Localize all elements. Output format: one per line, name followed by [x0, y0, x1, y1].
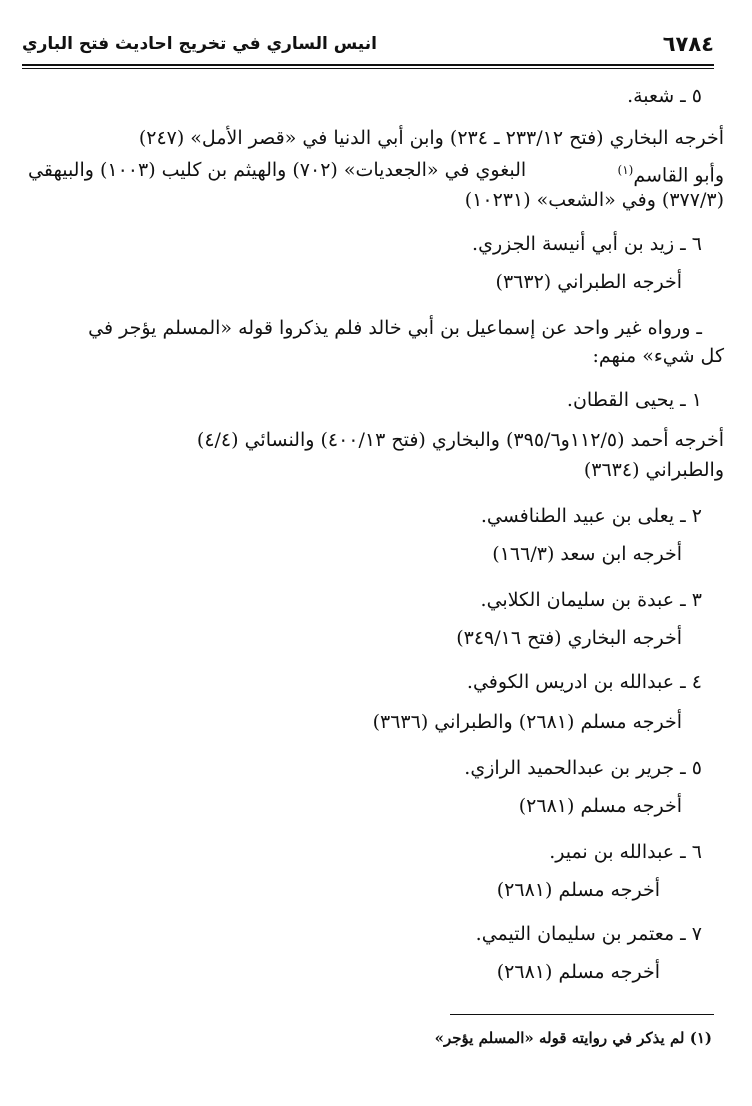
paragraph-line: ـ ورواه غير واحد عن إسماعيل بن أبي خالد فلم يذكروا قوله «المسلم يؤجر في: [88, 317, 702, 339]
takhrij-line: أخرجه مسلم (٢٦٨١) والطبراني (٣٦٣٦): [372, 711, 682, 733]
takhrij-line: أخرجه البخاري (فتح ٣٤٩/١٦): [456, 627, 682, 649]
narrator-heading: ٧ ـ معتمر بن سليمان التيمي.: [475, 923, 702, 945]
takhrij-line: أخرجه البخاري (فتح ٢٣٣/١٢ ـ ٢٣٤) وابن أبي الدنيا في «قصر الأمل» (٢٤٧): [138, 127, 724, 149]
paragraph-line: كل شيء» منهم:: [592, 345, 724, 367]
takhrij-line: أخرجه ابن سعد (١٦٦/٣): [492, 543, 682, 565]
narrator-heading: ٦ ـ زيد بن أبي أنيسة الجزري.: [472, 233, 702, 255]
page-header: [22, 30, 714, 62]
footnote-rule: [450, 1014, 714, 1015]
takhrij-line: أخرجه مسلم (٢٦٨١): [496, 879, 660, 901]
narrator-heading: ٣ ـ عبدة بن سليمان الكلابي.: [480, 589, 702, 611]
narrator-heading: ٦ ـ عبدالله بن نمير.: [549, 841, 702, 863]
narrator-heading: ٥ ـ شعبة.: [627, 85, 702, 107]
narrator-heading: ٢ ـ يعلى بن عبيد الطنافسي.: [480, 505, 702, 527]
takhrij-line: أخرجه مسلم (٢٦٨١): [518, 795, 682, 817]
takhrij-line: البغوي في «الجعديات» (٧٠٢) والهيثم بن كليب (١٠٠٣) والبيهقي: [28, 159, 527, 181]
takhrij-line: والطبراني (٣٦٣٤): [583, 459, 724, 481]
footnote-text: (١) لم يذكر في روايته قوله «المسلم يؤجر»: [434, 1029, 712, 1047]
running-title: انيس الساري في تخريج احاديث فتح الباري: [22, 34, 377, 54]
takhrij-line: أخرجه أحمد (١١٢/٥و٣٩٥/٦) والبخاري (فتح ٤٠٠/١٣) والنسائي (٤/٤): [196, 429, 724, 451]
takhrij-fragment: وأبو القاسم: [633, 164, 724, 187]
footnote-marker: (١): [617, 163, 634, 177]
narrator-heading: ٤ ـ عبدالله بن ادريس الكوفي.: [466, 671, 702, 693]
narrator-heading: ١ ـ يحيى القطان.: [566, 389, 702, 411]
narrator-heading: ٥ ـ جرير بن عبدالحميد الرازي.: [464, 757, 702, 779]
takhrij-line: أخرجه مسلم (٢٦٨١): [496, 961, 660, 983]
takhrij-line: أخرجه الطبراني (٣٦٣٢): [495, 271, 682, 293]
page-number: ٦٧٨٤: [662, 32, 714, 56]
header-rule: [22, 64, 714, 69]
takhrij-line: (٣٧٧/٣) وفي «الشعب» (١٠٢٣١): [464, 189, 724, 211]
takhrij-line: [618, 158, 724, 187]
